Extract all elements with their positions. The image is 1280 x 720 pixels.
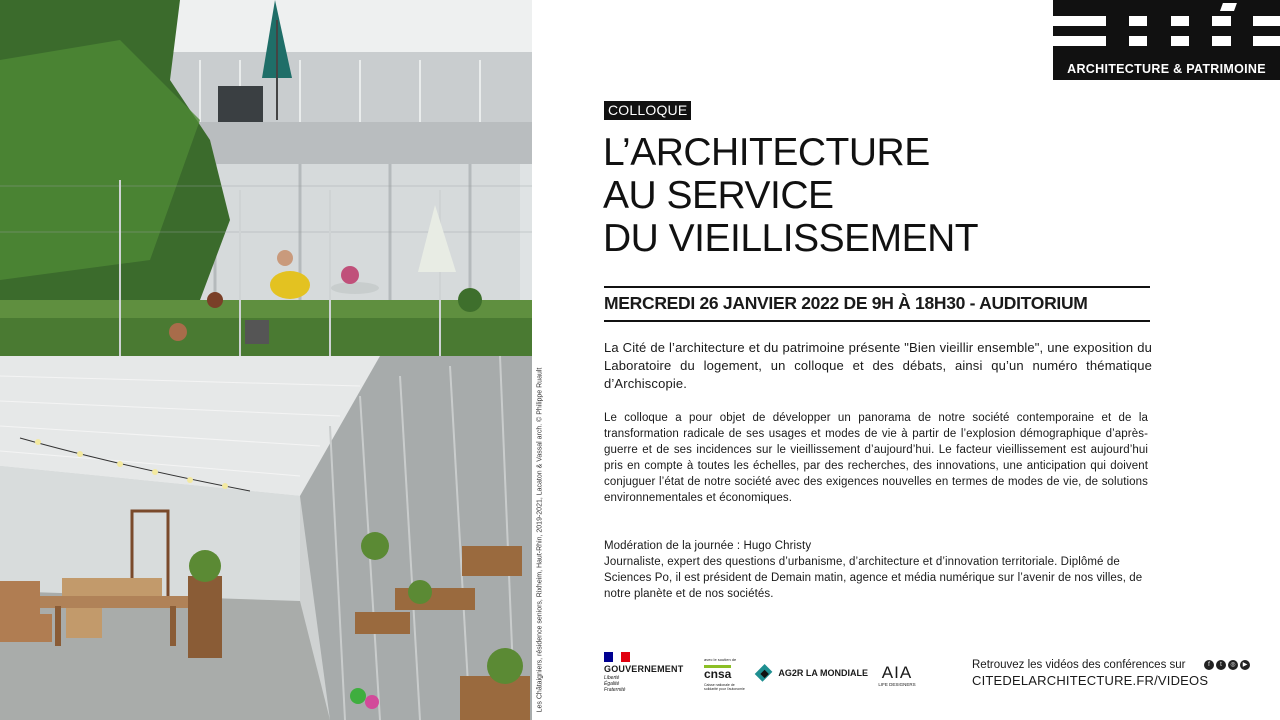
event-title: [603, 131, 978, 260]
moderation-block: [604, 538, 1148, 602]
top-photo-residence: [0, 0, 532, 356]
social-icons: [1204, 660, 1252, 678]
event-type-tag: COLLOQUE: [604, 101, 691, 120]
ag2r-logo: AG2R LA MONDIALE: [758, 666, 868, 680]
youtube-icon[interactable]: ▶: [1240, 660, 1250, 670]
videos-url[interactable]: CITEDELARCHITECTURE.FR/VIDEOS: [972, 673, 1209, 688]
bottom-photo-greenhouse: [0, 356, 532, 720]
aia-logo: AIA LIFE DESIGNERS: [878, 663, 916, 687]
photo-column: [0, 0, 532, 720]
moderation-bio: Journaliste, expert des questions d’urbanisme, d’architecture et d’innovation territoriale. Diplômé de Sciences Po, il est président de Demain matin, agence et média numérique sur l’avenir de nos villes, de notre planète et de nos sociétés.: [604, 556, 1143, 600]
instagram-icon[interactable]: ◎: [1228, 660, 1238, 670]
gouvernement-logo: GOUVERNEMENT Liberté Égalité Fraternité: [604, 652, 692, 693]
date-rule-bottom: [604, 320, 1150, 322]
videos-caption: Retrouvez les vidéos des conférences sur: [972, 659, 1186, 671]
french-flag-icon: [604, 652, 630, 662]
title-line-2: AU SERVICE: [603, 174, 834, 217]
twitter-icon[interactable]: t: [1216, 660, 1226, 670]
title-line-1: L’ARCHITECTURE: [603, 131, 930, 174]
ag2r-diamond-icon: [755, 664, 773, 682]
moderation-heading: Modération de la journée : Hugo Christy: [604, 540, 812, 552]
partner-logos: [600, 650, 930, 700]
facebook-icon[interactable]: f: [1204, 660, 1214, 670]
date-rule-top: [604, 286, 1150, 288]
event-date: MERCREDI 26 JANVIER 2022 DE 9H À 18H30 - AUDITORIUM: [604, 293, 1088, 313]
title-line-3: DU VIEILLISSEMENT: [603, 217, 979, 260]
cite-logo: [1053, 0, 1280, 80]
videos-callout: [972, 659, 1208, 688]
body-paragraph: Le colloque a pour objet de développer un panorama de notre société contemporaine et de la transformation radicale de ses usages et modes de vie à partir de l’explosion démographique d’après-guerre et de ses incidences sur le vieillissement d’aujourd’hui. Le facteur vieillissement est aujourd’hui pris en compte à toutes les échelles, par des recherches, des innovations, une anticipation qui doivent conjuguer l’état de notre société avec des exigences nouvelles en termes de modes de vie, de solutions environnementales et économiques.: [604, 412, 1148, 504]
logo-subtitle: ARCHITECTURE & PATRIMOINE: [1067, 62, 1266, 76]
photo-credit: Les Châtaigniers, résidence seniors, Rixheim, Haut-Rhin, 2019-2021, Lacaton & Vassal arch. © Philippe Ruault: [536, 367, 544, 713]
cnsa-logo: avec le soutien de cnsa Caisse nationale de solidarité pour l’autonomie: [704, 657, 745, 691]
intro-paragraph: La Cité de l’architecture et du patrimoine présente "Bien vieillir ensemble", une exposition du Laboratoire du logement, un colloque et des débats, ainsi qu’un numéro thématique d’Archiscopie.: [604, 340, 1152, 391]
